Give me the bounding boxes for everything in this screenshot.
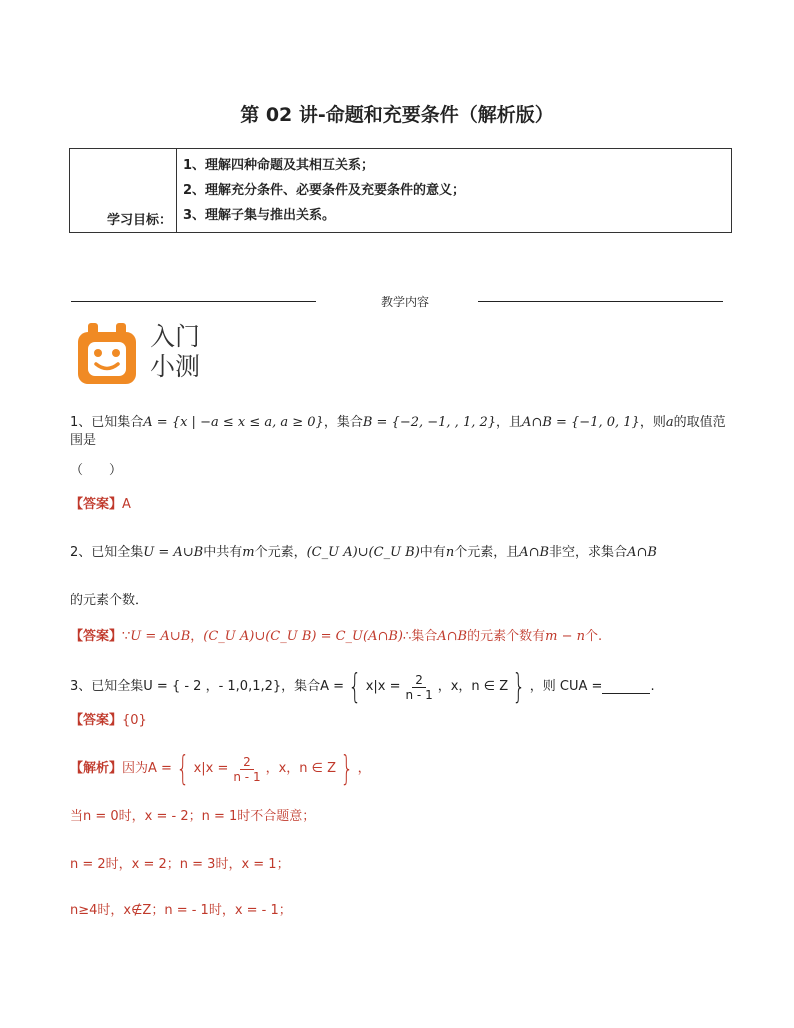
q2-ab: A∩B xyxy=(519,545,550,560)
q2-a2: U = A∪B xyxy=(130,629,191,644)
goal-item: 2、理解充分条件、必要条件及充要条件的意义； xyxy=(183,183,466,198)
q1-intersection: A∩B = {−1, 0, 1} xyxy=(522,415,640,430)
q2-a3: ， xyxy=(190,629,204,644)
q2-complement: (C_U A)∪(C_U B) xyxy=(306,545,420,560)
fraction-denominator: n - 1 xyxy=(405,687,433,702)
analysis-tag: 【解析】 xyxy=(70,761,123,776)
right-brace: } xyxy=(512,667,526,707)
question-1 xyxy=(70,414,730,450)
q2-a5: ∴集合 xyxy=(403,629,438,644)
goal-item: 1、理解四种命题及其相互关系； xyxy=(183,158,375,173)
q2-m: m xyxy=(242,545,255,560)
logo-line-1: 入门 xyxy=(150,322,201,351)
q3-set-left: x|x = xyxy=(365,679,401,694)
q2-t1: 中共有 xyxy=(203,545,243,560)
q3-end: . xyxy=(650,679,655,694)
q2-prefix: 2、已知全集 xyxy=(70,545,144,560)
analysis-line: n = 2时，x = 2；n = 3时，x = 1； xyxy=(70,857,290,872)
right-brace: } xyxy=(340,749,354,789)
q2-t5: 非空，求集合 xyxy=(549,545,628,560)
q2-a7: 的元素个数有 xyxy=(467,629,546,644)
q1-paren: （ ） xyxy=(70,463,123,478)
q3-suffix: ，则 CUA = xyxy=(529,679,603,694)
goals-label: 学习目标： xyxy=(70,149,177,233)
analysis-end: ， xyxy=(357,761,371,776)
q1-mid2: ，且 xyxy=(496,415,523,430)
analysis-line: 当n = 0时，x = - 2；n = 1时不合题意； xyxy=(70,809,316,824)
q2-a6: A∩B xyxy=(437,629,468,644)
q2-line2: 的元素个数． xyxy=(70,593,149,608)
divider-right xyxy=(478,301,723,302)
q1-answer xyxy=(70,496,131,514)
q3-fraction xyxy=(403,673,436,702)
answer-tag: 【答案】 xyxy=(70,629,123,644)
q1-suffix: 的取值范围是 xyxy=(70,415,726,448)
analysis-fraction xyxy=(230,755,263,784)
analysis-set-left: x|x = xyxy=(193,761,229,776)
goal-item: 3、理解子集与推出关系。 xyxy=(183,208,336,223)
q2-t3: 中有 xyxy=(419,545,446,560)
analysis-intro: 因为A = xyxy=(122,761,172,776)
q2-a1: ∵ xyxy=(122,629,131,644)
goals-list xyxy=(177,149,732,233)
question-2 xyxy=(70,544,730,562)
q3-set-right: ，x，n ∈ Z xyxy=(437,679,509,694)
answer-blank xyxy=(602,681,650,694)
answer-tag: 【答案】 xyxy=(70,497,123,512)
logo-line-2: 小测 xyxy=(150,352,201,381)
q3-answer xyxy=(70,712,147,730)
fraction-numerator: 2 xyxy=(412,673,426,688)
divider-left xyxy=(71,301,316,302)
question-3 xyxy=(70,667,730,707)
q1-set-a: A = {x | −a ≤ x ≤ a, a ≥ 0} xyxy=(143,415,324,430)
q2-t2: 个元素， xyxy=(254,545,307,560)
robot-face-icon xyxy=(74,320,140,390)
q2-a4: (C_U A)∪(C_U B) = C_U(A∩B) xyxy=(203,629,403,644)
logo-text xyxy=(150,322,200,382)
q1-prefix: 1、已知集合 xyxy=(70,415,144,430)
left-brace: { xyxy=(176,749,190,789)
q2-a8: m − n xyxy=(545,629,585,644)
q3-prefix: 3、已知全集U = { - 2 ，- 1,0,1,2}，集合A = xyxy=(70,679,345,694)
q2-n: n xyxy=(445,545,455,560)
analysis-set-right: ，x，n ∈ Z xyxy=(265,761,337,776)
page-title: 第 02 讲-命题和充要条件（解析版） xyxy=(240,104,554,126)
q2-a9: 个. xyxy=(585,629,603,644)
fraction-numerator: 2 xyxy=(240,755,254,770)
fraction-denominator: n - 1 xyxy=(233,769,261,784)
q3-answer-value: {0} xyxy=(122,713,147,728)
q1-mid1: ，集合 xyxy=(323,415,363,430)
section-label: 教学内容 xyxy=(380,295,429,309)
analysis-line: n≥4时，x∉Z；n = - 1时，x = - 1； xyxy=(70,903,292,918)
q2-u: U = A∪B xyxy=(143,545,204,560)
q1-var: a xyxy=(665,415,674,430)
q1-mid3: ，则 xyxy=(639,415,666,430)
q2-t4: 个元素，且 xyxy=(454,545,520,560)
left-brace: { xyxy=(348,667,362,707)
q3-analysis xyxy=(70,749,371,789)
q2-answer xyxy=(70,628,730,646)
learning-goals-table xyxy=(69,148,732,233)
q1-set-b: B = {−2, −1, , 1, 2} xyxy=(362,415,497,430)
q1-answer-value: A xyxy=(122,497,131,512)
q2-ab2: A∩B xyxy=(627,545,657,560)
answer-tag: 【答案】 xyxy=(70,713,123,728)
